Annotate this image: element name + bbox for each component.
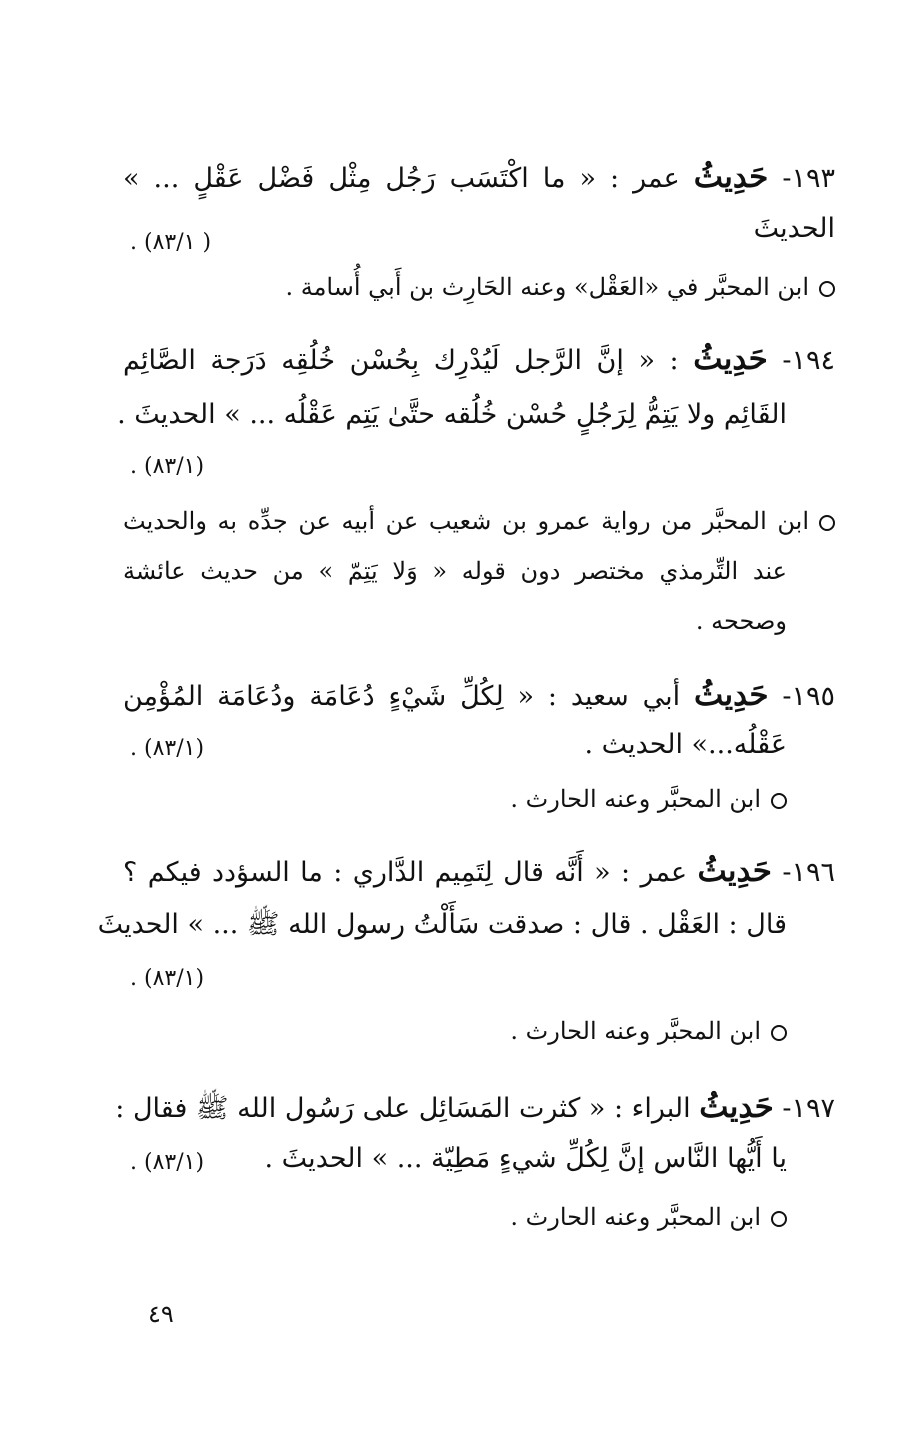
entry-193-reference: ( ٨٣/١) . <box>130 230 212 255</box>
entry-text: : « إنَّ الرَّجل لَيُدْرِك بِحُسْن خُلُقِه دَرَجة الصَّائِم <box>123 345 679 376</box>
circle-bullet-icon <box>819 515 835 531</box>
entry-195-line-1 <box>123 676 835 714</box>
entry-text: أبي سعيد : « لِكُلِّ شَيْءٍ دُعَامَة ودُعَامَة المُؤْمِن <box>123 681 681 712</box>
entry-196-line-2: قال : العَقْل . قال : صدقت سَأَلْتُ رسول الله ﷺ ... » الحديثَ <box>97 909 787 940</box>
entry-193-note: ابن المحبَّر في «العَقْل» وعنه الحَارِث بن أَبي أُسامة . <box>285 268 835 306</box>
entry-196-reference: (٨٣/١) . <box>130 966 205 991</box>
entry-number: ١٩٧- <box>782 1093 835 1124</box>
entry-keyword: حَدِيثُ <box>693 341 768 377</box>
entry-number: ١٩٦- <box>782 857 835 888</box>
entry-195-note: ابن المحبَّر وعنه الحارث . <box>510 780 787 818</box>
entry-197-reference: (٨٣/١) . <box>130 1150 205 1175</box>
entry-keyword: حَدِيثُ <box>693 159 769 195</box>
entry-195-line-2: عَقْلُه...» الحديث . <box>584 729 787 760</box>
entry-keyword: حَدِيثُ <box>699 1089 774 1125</box>
entry-keyword: حَدِيثُ <box>697 853 772 889</box>
entry-number: ١٩٥- <box>782 681 835 712</box>
entry-197-line-1 <box>115 1088 835 1126</box>
entry-text: عمر : « ما اكْتَسَب رَجُل مِثْل فَضْل عَقْلٍ ... » <box>123 163 680 194</box>
entry-197-note: ابن المحبَّر وعنه الحارث . <box>510 1198 787 1236</box>
entry-text: البراء : « كثرت المَسَائِل على رَسُول الله ﷺ فقال : <box>115 1093 691 1124</box>
entry-text: عمر : « أَنَّه قال لِتَمِيم الدَّاري : ما السؤدد فيكم ؟ <box>123 857 688 888</box>
entry-197-line-2: يا أَيُّها النَّاس إنَّ لِكُلِّ شيءٍ مَطِيّة ... » الحديثَ . <box>264 1143 787 1174</box>
entry-194-note-line-2: عند التِّرمذي مختصر دون قوله « وَلا يَتِمّ » من حديث عائشة <box>123 557 787 585</box>
entry-193-line-2: الحديثَ <box>753 213 835 244</box>
circle-bullet-icon <box>819 281 835 297</box>
entry-194-reference: (٨٣/١) . <box>130 454 205 479</box>
entry-number: ١٩٣- <box>782 163 835 194</box>
circle-bullet-icon <box>771 1211 787 1227</box>
entry-196-note: ابن المحبَّر وعنه الحارث . <box>510 1012 787 1050</box>
entry-194-note-line-3: وصححه . <box>695 607 787 635</box>
entry-193-line-1 <box>123 158 835 196</box>
entry-195-reference: (٨٣/١) . <box>130 736 205 761</box>
circle-bullet-icon <box>771 1025 787 1041</box>
entry-keyword: حَدِيثُ <box>694 677 769 713</box>
entry-196-line-1 <box>123 852 835 890</box>
entry-number: ١٩٤- <box>782 345 835 376</box>
entry-194-note-line-1: ابن المحبَّر من رواية عمرو بن شعيب عن أبيه عن جدِّه به والحديث <box>123 502 835 540</box>
circle-bullet-icon <box>771 793 787 809</box>
entry-194-line-1 <box>123 340 835 378</box>
entry-194-line-2: القَائِم ولا يَتِمُّ لِرَجُلٍ حُسْن خُلُقه حتَّىٰ يَتِم عَقْلُه ... » الحديثَ . <box>117 399 787 430</box>
page-number: ٤٩ <box>148 1300 174 1328</box>
